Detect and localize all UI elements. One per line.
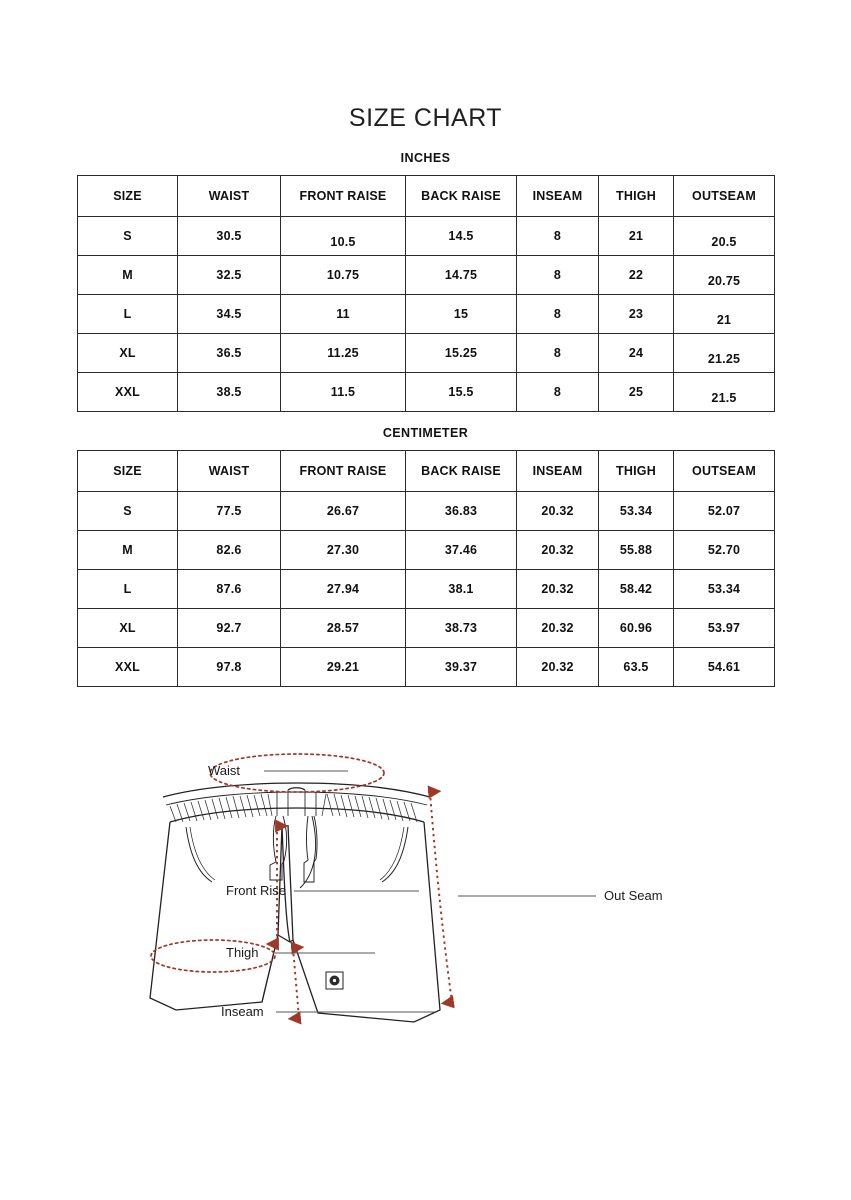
cell-waist: 32.5	[178, 256, 281, 295]
column-header-front-raise: FRONT RAISE	[281, 451, 406, 492]
cell-thigh: 55.88	[599, 531, 674, 570]
column-header-outseam: OUTSEAM	[674, 451, 775, 492]
cell-thigh: 25	[599, 373, 674, 412]
table-row	[78, 492, 775, 531]
out-seam-measure-arrow	[430, 792, 452, 1002]
table-row	[78, 609, 775, 648]
cell-front-raise	[281, 217, 406, 256]
thigh-label: Thigh	[226, 945, 259, 960]
cell-thigh: 23	[599, 295, 674, 334]
cell-front-raise: 26.67	[281, 492, 406, 531]
cell-size: S	[78, 492, 178, 531]
cell-outseam-value: 21.5	[711, 391, 737, 405]
cell-inseam: 8	[517, 256, 599, 295]
cell-outseam: 52.70	[674, 531, 775, 570]
table-row	[78, 334, 775, 373]
inseam-label: Inseam	[221, 1004, 264, 1019]
table-row	[78, 256, 775, 295]
column-header-inseam: INSEAM	[517, 451, 599, 492]
cell-outseam-value: 20.5	[711, 235, 737, 249]
cell-front-raise-value: 10.5	[330, 235, 356, 249]
cell-size: S	[78, 217, 178, 256]
cell-back-raise: 15.25	[406, 334, 517, 373]
page-title: SIZE CHART	[348, 104, 503, 132]
cell-inseam: 8	[517, 217, 599, 256]
cell-thigh: 53.34	[599, 492, 674, 531]
table-header-row	[78, 176, 775, 217]
cell-outseam-value: 21.25	[707, 352, 741, 366]
cell-inseam: 8	[517, 295, 599, 334]
cell-front-raise: 29.21	[281, 648, 406, 687]
logo-patch-icon	[326, 972, 343, 989]
front-rise-label: Front Rise	[226, 883, 286, 898]
cell-waist: 36.5	[178, 334, 281, 373]
cell-front-raise: 10.75	[281, 256, 406, 295]
measurement-diagram	[0, 730, 851, 1060]
cell-size: XL	[78, 334, 178, 373]
cell-waist: 82.6	[178, 531, 281, 570]
table-row	[78, 648, 775, 687]
column-header-thigh: THIGH	[599, 451, 674, 492]
cell-size: L	[78, 570, 178, 609]
cell-outseam: 53.34	[674, 570, 775, 609]
cell-size: XL	[78, 609, 178, 648]
size-table-inches	[77, 175, 775, 412]
cell-inseam: 20.32	[517, 531, 599, 570]
cell-thigh: 24	[599, 334, 674, 373]
column-header-back-raise: BACK RAISE	[406, 451, 517, 492]
cell-inseam: 20.32	[517, 609, 599, 648]
cell-front-raise: 11.25	[281, 334, 406, 373]
cell-size: L	[78, 295, 178, 334]
cell-waist: 38.5	[178, 373, 281, 412]
inseam-measure-arrow	[293, 948, 299, 1018]
cell-outseam	[674, 295, 775, 334]
cell-front-raise: 27.30	[281, 531, 406, 570]
cell-outseam-value: 20.75	[707, 274, 741, 288]
inches-section-caption: INCHES	[400, 151, 451, 165]
cell-inseam: 8	[517, 334, 599, 373]
cell-front-raise: 27.94	[281, 570, 406, 609]
drawstring-icon	[270, 816, 317, 882]
cell-waist: 87.6	[178, 570, 281, 609]
cell-waist: 30.5	[178, 217, 281, 256]
cell-front-raise: 11.5	[281, 373, 406, 412]
column-header-front-raise: FRONT RAISE	[281, 176, 406, 217]
cell-outseam	[674, 334, 775, 373]
cell-waist: 92.7	[178, 609, 281, 648]
cell-back-raise: 36.83	[406, 492, 517, 531]
cell-inseam: 20.32	[517, 570, 599, 609]
cell-outseam	[674, 373, 775, 412]
column-header-size: SIZE	[78, 176, 178, 217]
cell-back-raise: 14.75	[406, 256, 517, 295]
cell-waist: 34.5	[178, 295, 281, 334]
cell-outseam	[674, 217, 775, 256]
cell-back-raise: 39.37	[406, 648, 517, 687]
cell-size: M	[78, 256, 178, 295]
cell-inseam: 20.32	[517, 492, 599, 531]
cell-waist: 77.5	[178, 492, 281, 531]
cell-waist: 97.8	[178, 648, 281, 687]
cell-inseam: 8	[517, 373, 599, 412]
cell-size: XXL	[78, 648, 178, 687]
table-row	[78, 531, 775, 570]
cell-thigh: 58.42	[599, 570, 674, 609]
column-header-waist: WAIST	[178, 176, 281, 217]
table-row	[78, 217, 775, 256]
table-row	[78, 373, 775, 412]
out-seam-label: Out Seam	[604, 888, 663, 903]
cell-back-raise: 14.5	[406, 217, 517, 256]
cell-outseam-value: 21	[716, 313, 732, 327]
shorts-illustration	[150, 783, 440, 1022]
column-header-outseam: OUTSEAM	[674, 176, 775, 217]
table-header-row	[78, 451, 775, 492]
cell-outseam	[674, 256, 775, 295]
column-header-size: SIZE	[78, 451, 178, 492]
cell-thigh: 60.96	[599, 609, 674, 648]
cell-front-raise: 28.57	[281, 609, 406, 648]
centimeter-section-caption: CENTIMETER	[382, 426, 469, 440]
size-table-centimeter	[77, 450, 775, 687]
cell-thigh: 21	[599, 217, 674, 256]
cell-outseam: 52.07	[674, 492, 775, 531]
cell-size: XXL	[78, 373, 178, 412]
table-row	[78, 570, 775, 609]
cell-size: M	[78, 531, 178, 570]
cell-outseam: 54.61	[674, 648, 775, 687]
column-header-inseam: INSEAM	[517, 176, 599, 217]
column-header-back-raise: BACK RAISE	[406, 176, 517, 217]
cell-back-raise: 15.5	[406, 373, 517, 412]
cell-front-raise: 11	[281, 295, 406, 334]
cell-outseam: 53.97	[674, 609, 775, 648]
cell-back-raise: 38.73	[406, 609, 517, 648]
table-row	[78, 295, 775, 334]
cell-back-raise: 37.46	[406, 531, 517, 570]
cell-back-raise: 38.1	[406, 570, 517, 609]
cell-back-raise: 15	[406, 295, 517, 334]
column-header-waist: WAIST	[178, 451, 281, 492]
column-header-thigh: THIGH	[599, 176, 674, 217]
cell-thigh: 63.5	[599, 648, 674, 687]
cell-inseam: 20.32	[517, 648, 599, 687]
cell-thigh: 22	[599, 256, 674, 295]
waist-label: Waist	[208, 763, 241, 778]
